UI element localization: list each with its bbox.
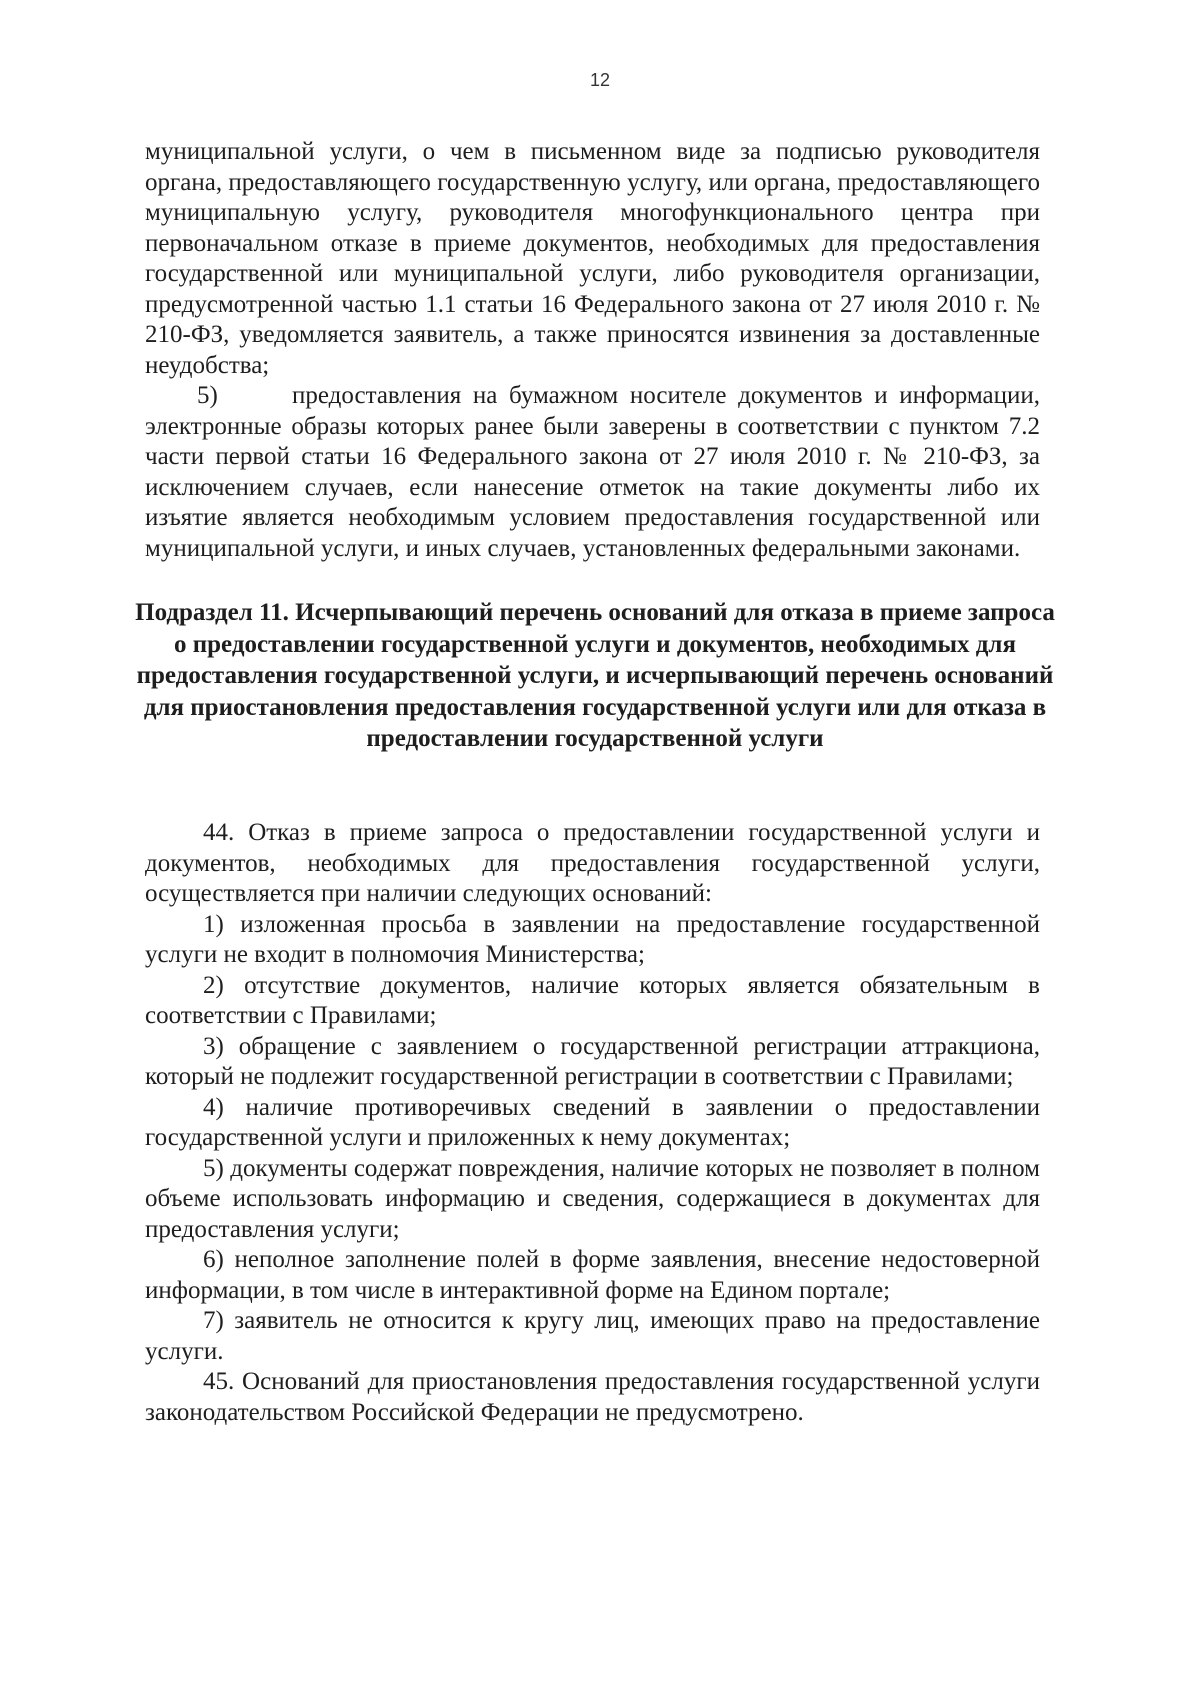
paragraph-45: 45. Оснований для приостановления предоставления государственной услуги законодательством Российской Федерации не предусмотрено. [145, 1368, 1040, 1426]
ground-item: 3) обращение с заявлением о государственной регистрации аттракциона, который не подлежит государственной регистрации в соответствии с Правилами; [145, 1032, 1040, 1090]
ground-item: 4) наличие противоречивых сведений в заявлении о предоставлении государственной услуги и приложенных к нему документах; [145, 1093, 1040, 1151]
page-number: 12 [589, 70, 611, 90]
intro-paragraph: муниципальной услуги, о чем в письменном виде за подписью руководителя органа, предоставляющего государственную услугу, или органа, предоставляющего муниципальную услугу, руководителя многофункционального центра при первоначальном отказе в приеме документов, необходимых для предоставления государственной или муниципальной услуги, либо руководителя организации, предусмотренной частью 1.1 статьи 16 Федерального закона от 27 июля 2010 г. № 210-ФЗ, уведомляется заявитель, а также приносятся извинения за доставленные неудобства; [145, 138, 1040, 379]
section-heading: Подраздел 11. Исчерпывающий перечень оснований для отказа в приеме запроса о предоставлении государственной услуги и документов, необходимых для предоставления государственной услуги, и исчерпывающий перечень оснований для приостановления предоставления государственной услуги или для отказа в предоставлении государственной услуги [135, 599, 1055, 752]
ground-item: 5) документы содержат повреждения, наличие которых не позволяет в полном объеме использовать информацию и сведения, содержащиеся в документах для предоставления услуги; [145, 1154, 1040, 1243]
ground-item: 7) заявитель не относится к кругу лиц, имеющих право на предоставление услуги. [145, 1307, 1040, 1365]
list-item-number: 5) [197, 382, 218, 409]
ground-item: 2) отсутствие документов, наличие которых является обязательным в соответствии с Правилами; [145, 971, 1040, 1029]
ground-item: 6) неполное заполнение полей в форме заявления, внесение недостоверной информации, в том числе в интерактивной форме на Едином портале; [145, 1246, 1040, 1304]
lower-text-block [145, 818, 1040, 1428]
ground-item: 1) изложенная просьба в заявлении на предоставление государственной услуги не входит в полномочия Министерства; [145, 910, 1040, 968]
list-item-5 [145, 381, 1040, 564]
paragraph-44: 44. Отказ в приеме запроса о предоставлении государственной услуги и документов, необходимых для предоставления государственной услуги, осуществляется при наличии следующих оснований: [145, 819, 1040, 907]
upper-text-block [145, 137, 1040, 564]
list-item-text: предоставления на бумажном носителе документов и информации, электронные образы которых ранее были заверены в соответствии с пунктом 7.2 части первой статьи 16 Федерального закона от 27 июля 2010 г. № 210-ФЗ, за исключением случаев, если нанесение отметок на такие документы либо их изъятие является необходимым условием предоставления государственной или муниципальной услуги, и иных случаев, установленных федеральными законами. [145, 382, 1040, 562]
